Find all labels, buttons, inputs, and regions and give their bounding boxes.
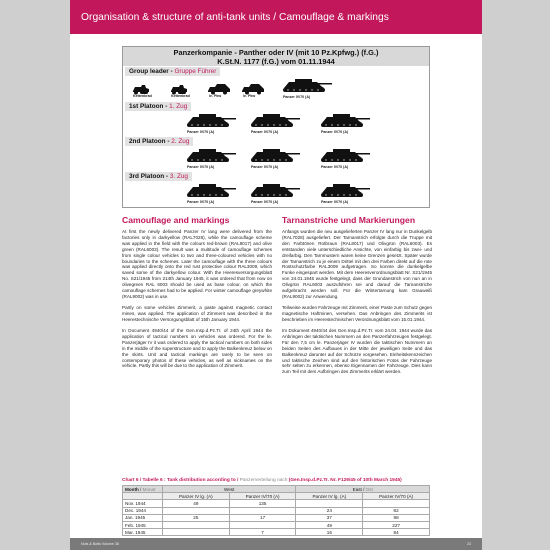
vehicle-caption: Kettenkrad xyxy=(171,94,190,98)
table-subheader-row xyxy=(123,493,430,500)
value-cell xyxy=(229,507,296,514)
body-paragraph: In Document 4940/44 of the Gen.Insp.d.Pz.Tr. of 24th April 1944 the application of tactical numbers on vehicles was ordered. For the le. Panzerjäger IV it was ordered to apply the tactical numbers on both sides in the middle of the superstructure and to apply the Balkenkreuz below on the skirts. Unit and tactical markings are rarely to be seen on contemporary photos of these vehicles, as well as nicknames on the vehicle. Partly this will be due to the application of Zimmerit. xyxy=(122,327,272,369)
value-cell xyxy=(363,500,430,507)
subheader-cell: Panzer IV lg. (A) xyxy=(296,493,363,500)
platoon-row xyxy=(123,137,429,172)
table-caption xyxy=(122,478,402,483)
platoon-label xyxy=(125,102,191,111)
vehicle-caption: Kettenkrad xyxy=(133,94,152,98)
table-caption-german: Panzerverteilung nach xyxy=(239,478,289,483)
subheader-cell: Panzer IV lg. (A) xyxy=(162,493,229,500)
vehicle-caption: Panzer IV/70 (A) xyxy=(187,130,215,134)
subheader-cell: Panzer IV/70 (A) xyxy=(229,493,296,500)
table-row xyxy=(123,521,430,528)
table-row xyxy=(123,514,430,521)
value-cell: 98 xyxy=(363,514,430,521)
vehicle-caption: le. Pkw xyxy=(209,94,222,98)
vehicle-caption: Panzer IV/70 (A) xyxy=(251,165,279,169)
figure-title-line-2: K.St.N. 1177 (f.G.) vom 01.11.1944 xyxy=(217,57,335,66)
month-cell: Nov. 1944 xyxy=(123,500,163,507)
body-paragraph: At first the newly delivered Panzer IV lang were delivered from the factories only in darkyellow (RAL7028), while the camouflage scheme was applied in the field with the colours red-brown (RAL8017) and olive green (RAL6003). The result was a multitude of camouflage schemes from single colour vehicles to two and three-coloured vehicles with no boundaries to the schemes. Later the camouflage with the three colours was applied directly onto the red rust protective colour RAL3009, which saved some of the darkyellow colour. With the Heeresversorgungsblatt No. S21/1945 from 214th January 1945, it was ordered that from now on olivegreen RAL 6003 should be used as base colour, on which the camouflage schemes had to be applied. For winter camouflage greywhite (RAL9002) was in use. xyxy=(122,229,272,299)
platoon-label-german: 1. Zug xyxy=(169,103,188,110)
platoon-label-english: 1st Platoon - xyxy=(129,103,170,110)
value-cell xyxy=(162,521,229,528)
left-heading: Camouflage and markings xyxy=(122,215,230,225)
table-row xyxy=(123,500,430,507)
table-caption-main: Chart 6 / Tabelle 6 : Tank distribution according to / xyxy=(122,478,240,483)
platoon-row xyxy=(123,67,429,102)
subheader-cell: Panzer IV/70 (A) xyxy=(363,493,430,500)
platoon-label xyxy=(125,137,193,146)
month-cell: Jan. 1945 xyxy=(123,514,163,521)
vehicle-caption: Panzer IV/70 (A) xyxy=(283,95,311,99)
table-row xyxy=(123,529,430,536)
header-west: West xyxy=(162,486,296,493)
platoon-label xyxy=(125,172,192,181)
platoon-row xyxy=(123,172,429,207)
platoon-label-english: Group leader - xyxy=(129,68,175,75)
right-heading: Tarnanstriche und Markierungen xyxy=(282,215,416,225)
document-page xyxy=(70,0,482,550)
value-cell: 49 xyxy=(162,500,229,507)
month-cell: Feb. 1945 xyxy=(123,521,163,528)
table-caption-source: (Gen.Insp.d.Pz.Tr. Nr. F129/45 of 10th March 1945) xyxy=(288,478,402,483)
vehicle-caption: Panzer IV/70 (A) xyxy=(321,165,349,169)
value-cell: 135 xyxy=(229,500,296,507)
vehicle-caption: Panzer IV/70 (A) xyxy=(187,200,215,204)
header-month: Month / Monat xyxy=(123,486,163,493)
value-cell: 17 xyxy=(229,514,296,521)
value-cell xyxy=(296,500,363,507)
value-cell: 82 xyxy=(363,507,430,514)
body-paragraph: Im Dokument 4940/44 des Gen.Insp.d.Pz.Tr. vom 24.04. 1944 wurde das Anbringen der taktischen Nummern an den Panzerfahrzeugen festgelegt. Für den 7,5 cm le. Panzerjäger IV wurden die taktischen Nummern an beiden Seiten des Aufbaues in der Mitte der jeweiligen Seite und das Balkenkreuz darunter auf der Schürze vorgesehen. Einheitskennzeichen und taktische Zeichen sind auf den historischen Fotos der Fahrzeuge sehr selten zu erkennen, ebenso Eigennamen der Fahrzeuge. Dies kann zum Teil mit dem Aufbringen des Zimmerits erklärt werden. xyxy=(282,327,432,375)
body-paragraph: Anfangs wurden die neu ausgelieferten Panzer IV lang nur in Dunkelgelb (RAL7028) ausgeliefert. Der Tarnanstrich erfolgte durch die Truppe mit den Farbtönen Rotbraun (RAL8017) und Olivgrün (RAL6003). Es entstanden viele unterschiedliche Ansichte, von einfarbig bis zwei- und dreifarbig. Den Tarnmustern waren keine Grenzen gesetzt. Später wurde der Tarnanstrich zu je einem Drittel mit den drei Farben direkt auf die rote Rostschutzfarbe RAL3009 aufgetragen. So konnte die dunkelgelbe Funke eingespart werden. Mit dem Heeresverordnungsblatt Nr. S21/1945 von 24.01.1945 wurde festgelegt, dass der Grundanstrich von nun an in Olivgrün RAL6003 auszuführen sei und darauf die Tarnanstriche aufgebracht werden soll. Für die Wintertarnung kam Grauweiß (RAL9002) zur Anwendung. xyxy=(282,229,432,299)
value-cell: 16 xyxy=(296,529,363,536)
value-cell: 24 xyxy=(296,507,363,514)
vehicle-caption: Panzer IV/70 (A) xyxy=(321,130,349,134)
platoon-label-german: 3. Zug xyxy=(169,173,188,180)
value-cell: 37 xyxy=(296,514,363,521)
body-paragraph: Partly on some vehicles Zimmerit, a paste against magnetic contact mines, was applied. The application of Zimmerit was described in the Heerestechnische Versorgungsblatt of 15th January 1944. xyxy=(122,305,272,322)
platoon-label-english: 3rd Platoon - xyxy=(129,173,170,180)
platoon-label-german: Gruppe Führer xyxy=(174,68,217,75)
value-cell xyxy=(162,529,229,536)
table-header-row xyxy=(123,486,430,493)
page-footer xyxy=(70,538,482,550)
page-number: 23 xyxy=(467,542,471,546)
table-row xyxy=(123,507,430,514)
value-cell xyxy=(162,507,229,514)
figure-title xyxy=(123,47,429,66)
value-cell: 84 xyxy=(363,529,430,536)
english-text-column xyxy=(122,229,272,375)
value-cell: 7 xyxy=(229,529,296,536)
vehicle-caption: Panzer IV/70 (A) xyxy=(251,200,279,204)
month-cell: Mar. 1945 xyxy=(123,529,163,536)
header-east: East / Ost xyxy=(296,486,430,493)
footer-publication: Nuts & Bolts Volume 38 xyxy=(81,542,119,546)
platoon-label xyxy=(125,67,220,76)
body-paragraph: Teilweise wurden Fahrzeuge mit Zimmerit, einer Paste zum Schutz gegen magnetische Haftminen, versehen. Das Anbringen des Zimmerits ist beschrieben im Heerestechnischen Verordnungsblatt vom 15.01.1944. xyxy=(282,305,432,322)
platoon-label-german: 2. Zug xyxy=(171,138,190,145)
vehicle-caption: le. Pkw xyxy=(243,94,256,98)
platoon-row xyxy=(123,102,429,137)
vehicle-caption: Panzer IV/70 (A) xyxy=(251,130,279,134)
tank-distribution-table xyxy=(122,485,430,536)
vehicle-caption: Panzer IV/70 (A) xyxy=(321,200,349,204)
organisation-figure xyxy=(122,46,430,208)
section-header-title: Organisation & structure of anti-tank units / Camouflage & markings xyxy=(81,12,389,23)
value-cell: 25 xyxy=(162,514,229,521)
german-text-column xyxy=(282,229,432,380)
value-cell: 227 xyxy=(363,521,430,528)
platoon-label-english: 2nd Platoon - xyxy=(129,138,172,145)
section-header-bar xyxy=(70,0,482,34)
vehicle-caption: Panzer IV/70 (A) xyxy=(187,165,215,169)
figure-title-line-1: Panzerkompanie - Panther oder IV (mit 10 Pz.Kpfwg.) (f.G.) xyxy=(173,48,379,57)
value-cell: 49 xyxy=(296,521,363,528)
month-cell: Dec. 1944 xyxy=(123,507,163,514)
value-cell xyxy=(229,521,296,528)
